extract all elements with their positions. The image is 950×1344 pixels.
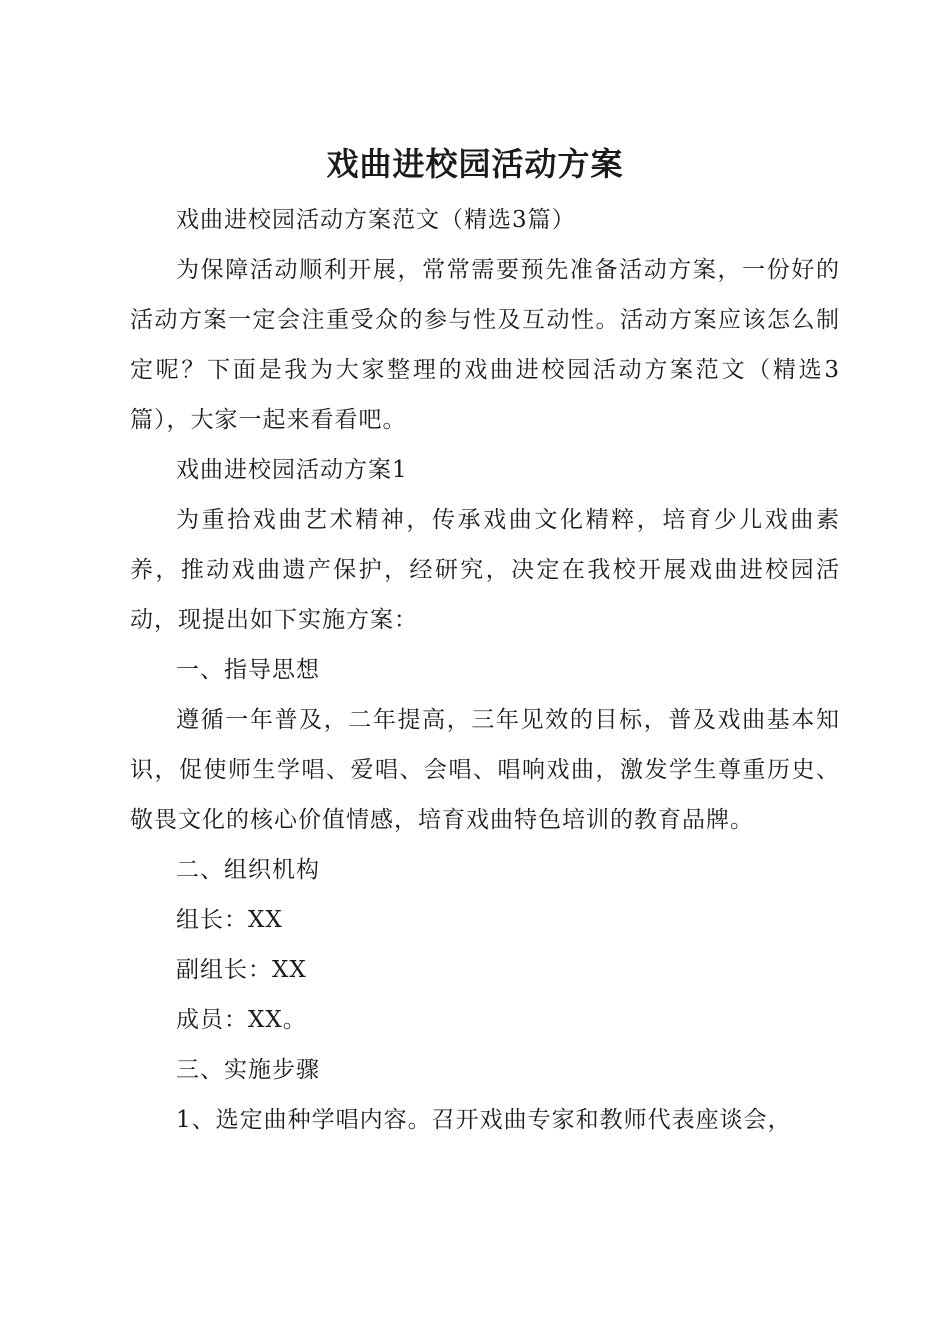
section-heading-implementation-steps: 三、实施步骤 [176,1057,320,1083]
paragraph-deputy-leader: 副组长：XX [176,957,307,983]
paragraph-step-1: 1、选定曲种学唱内容。召开戏曲专家和教师代表座谈会， [176,1107,792,1133]
paragraph-intro: 为保障活动顺利开展，常常需要预先准备活动方案，一份好的活动方案一定会注重受众的参与性及互动性。活动方案应该怎么制定呢？下面是我为大家整理的戏曲进校园活动方案范文（精选3篇），大家一起来看看吧。 [130,257,840,433]
paragraph-leader: 组长：XX [176,907,283,933]
document-title: 戏曲进校园活动方案 [326,145,624,183]
paragraph-guiding-ideology: 遵循一年普及，二年提高，三年见效的目标，普及戏曲基本知识，促使师生学唱、爱唱、会唱、唱响戏曲，激发学生尊重历史、敬畏文化的核心价值情感，培育戏曲特色培训的教育品牌。 [130,707,840,833]
document-body [130,195,840,1145]
paragraph-members: 成员：XX。 [176,1007,307,1033]
paragraph-subtitle: 戏曲进校园活动方案范文（精选3篇） [176,207,576,233]
section-heading-plan-1: 戏曲进校园活动方案1 [176,457,408,483]
paragraph-purpose: 为重拾戏曲艺术精神，传承戏曲文化精粹，培育少儿戏曲素养，推动戏曲遗产保护，经研究，决定在我校开展戏曲进校园活动，现提出如下实施方案： [130,507,840,633]
section-heading-guiding-ideology: 一、指导思想 [176,657,320,683]
section-heading-organization: 二、组织机构 [176,857,320,883]
